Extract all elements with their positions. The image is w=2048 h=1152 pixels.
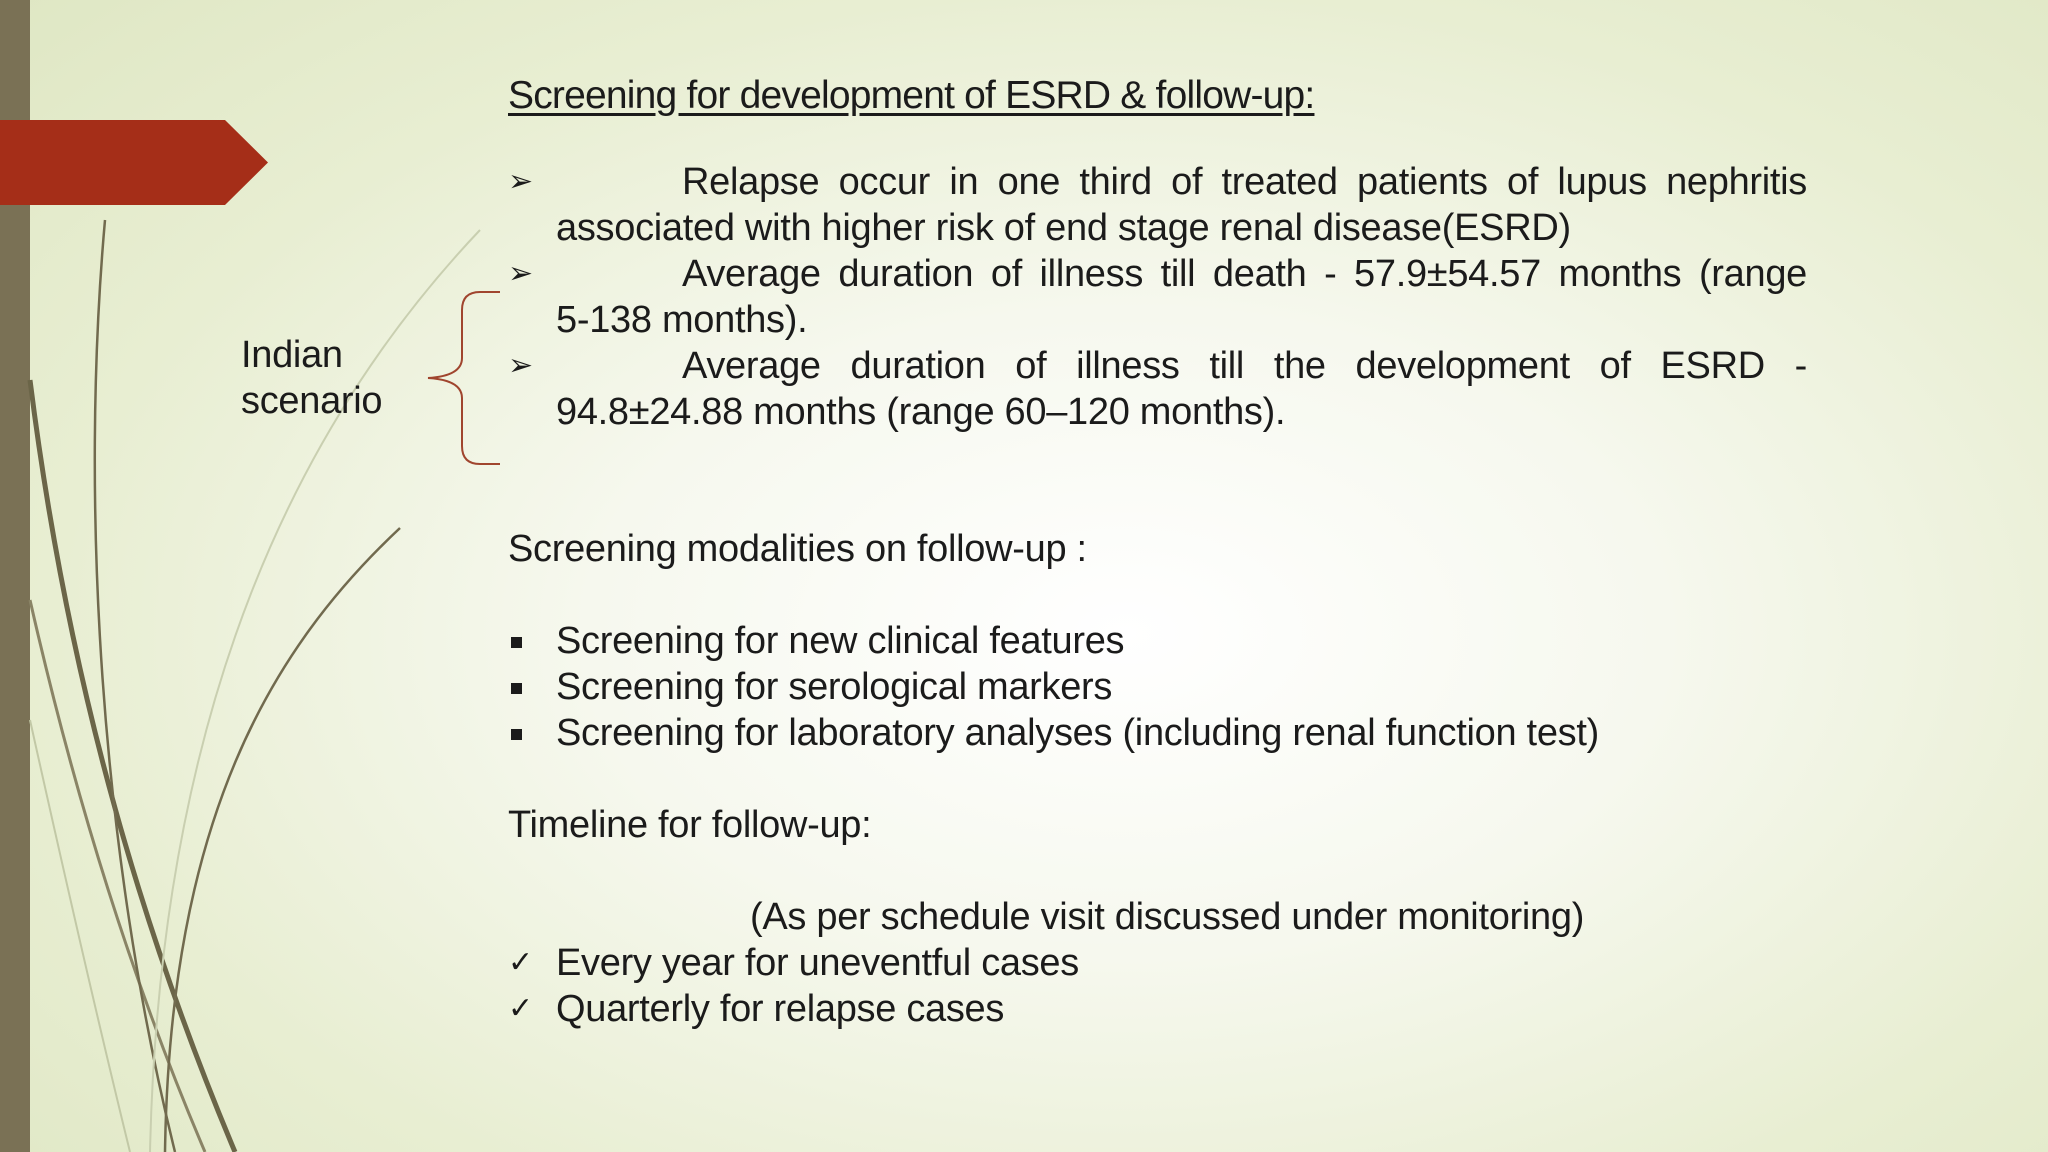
curly-brace-icon bbox=[420, 290, 505, 466]
timeline-heading: Timeline for follow-up: bbox=[508, 804, 872, 846]
esrd-point-3-line2: 94.8±24.88 months (range 60–120 months). bbox=[556, 391, 1286, 433]
side-label-line1: Indian bbox=[241, 334, 343, 376]
esrd-point-3-line1: Average duration of illness till the development of ESRD - bbox=[682, 345, 1807, 387]
timeline-item: Every year for uneventful cases bbox=[556, 942, 1079, 984]
square-bullet-icon bbox=[511, 637, 522, 648]
square-bullet-icon bbox=[511, 683, 522, 694]
arrow-bullet-icon: ➢ bbox=[508, 257, 534, 290]
esrd-point-1-line2: associated with higher risk of end stage renal disease(ESRD) bbox=[556, 207, 1571, 249]
red-arrow-banner bbox=[0, 120, 268, 205]
modality-item: Screening for laboratory analyses (including renal function test) bbox=[556, 712, 1599, 754]
indian-scenario-label bbox=[241, 332, 382, 424]
esrd-point-1-line1: Relapse occur in one third of treated patients of lupus nephritis bbox=[682, 161, 1807, 203]
esrd-point-2-line2: 5-138 months). bbox=[556, 299, 808, 341]
check-bullet-icon: ✓ bbox=[508, 946, 534, 979]
timeline-item: Quarterly for relapse cases bbox=[556, 988, 1005, 1030]
modalities-heading: Screening modalities on follow-up : bbox=[508, 528, 1087, 570]
modality-item: Screening for serological markers bbox=[556, 666, 1113, 708]
timeline-note: (As per schedule visit discussed under monitoring) bbox=[750, 896, 1585, 938]
slide-title: Screening for development of ESRD & follow-up: bbox=[508, 74, 1315, 117]
modality-item: Screening for new clinical features bbox=[556, 620, 1125, 662]
side-label-line2: scenario bbox=[241, 380, 383, 422]
check-bullet-icon: ✓ bbox=[508, 992, 534, 1025]
esrd-point-2-line1: Average duration of illness till death - 57.9±54.57 months (range bbox=[682, 253, 1807, 295]
arrow-bullet-icon: ➢ bbox=[508, 165, 534, 198]
arrow-bullet-icon: ➢ bbox=[508, 349, 534, 382]
square-bullet-icon bbox=[511, 729, 522, 740]
